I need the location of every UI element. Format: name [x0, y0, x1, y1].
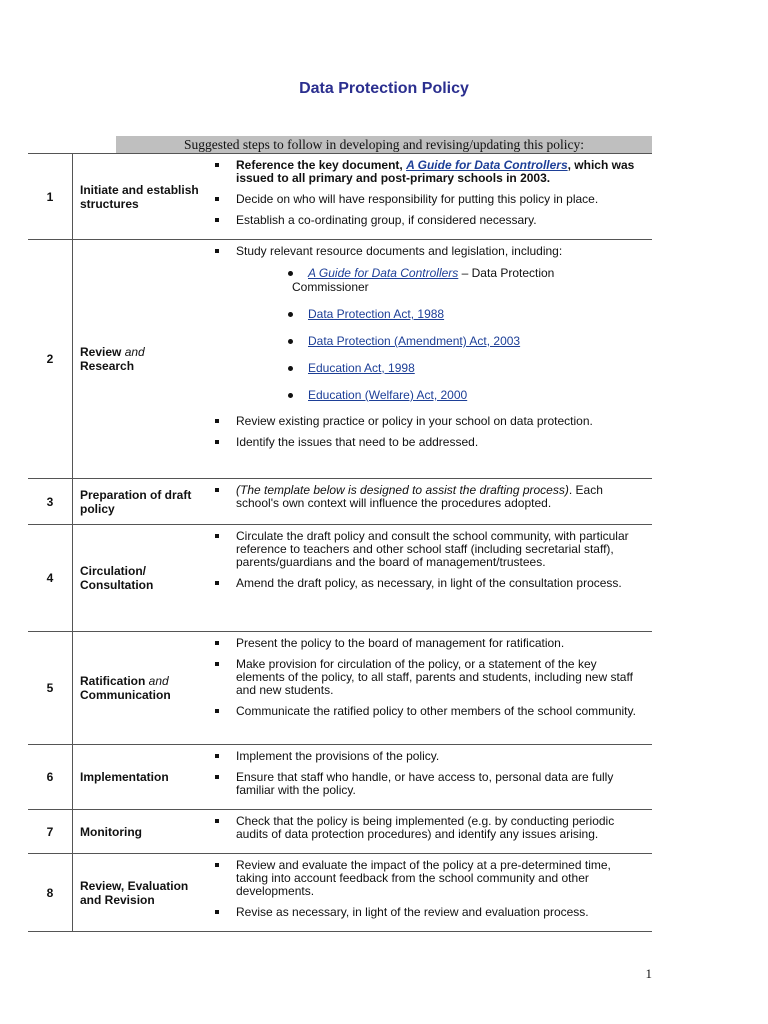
table-row [28, 810, 652, 854]
step-number: 4 [28, 525, 73, 632]
list-item [236, 307, 646, 321]
list-item: Implement the provisions of the policy. [206, 750, 646, 763]
step-details [206, 479, 652, 525]
list-item: Circulate the draft policy and consult the school community, with particular reference to teachers and other school staff (including secretarial staff), parents/guardians and the board of management/trustees. [206, 530, 646, 569]
guide-link[interactable]: A Guide for Data Controllers [406, 158, 568, 172]
act-link[interactable]: Education (Welfare) Act, 2000 [308, 388, 468, 402]
table-row [28, 525, 652, 632]
table-row [28, 154, 652, 240]
step-label: Monitoring [80, 824, 142, 839]
step-label: Circulation/ Consultation [80, 564, 154, 592]
step-label: Review, Evaluation and Revision [80, 878, 189, 907]
list-item: Revise as necessary, in light of the review and evaluation process. [206, 906, 646, 919]
step-number: 8 [28, 854, 73, 932]
act-link[interactable]: Data Protection (Amendment) Act, 2003 [308, 334, 521, 348]
table-row [28, 854, 652, 932]
step-number: 3 [28, 479, 73, 525]
list-item [236, 334, 646, 348]
step-details [206, 810, 652, 854]
step-details [206, 632, 652, 745]
step-details [206, 154, 652, 240]
step-label: Ratification and Communication [80, 674, 171, 702]
step-details [206, 525, 652, 632]
list-item: Communicate the ratified policy to other members of the school community. [206, 705, 646, 718]
step-number: 2 [28, 240, 73, 479]
step-label: Implementation [80, 770, 169, 784]
act-link[interactable]: Education Act, 1998 [308, 361, 415, 375]
list-item [236, 361, 646, 375]
page-number: 1 [645, 966, 652, 981]
guide-link[interactable]: A Guide for Data Controllers [308, 266, 459, 280]
act-link[interactable]: Data Protection Act, 1988 [308, 307, 445, 321]
step-details [206, 745, 652, 810]
list-item: Make provision for circulation of the policy, or a statement of the key elements of the policy, to all staff, parents and students, including new staff and new students. [206, 658, 646, 697]
step-number: 5 [28, 632, 73, 745]
step-label: Initiate and establish structures [80, 182, 199, 211]
table-caption: Suggested steps to follow in developing and revising/updating this policy: [116, 136, 652, 153]
page-title: Data Protection Policy [299, 80, 469, 97]
table-row [28, 479, 652, 525]
list-item: Establish a co-ordinating group, if considered necessary. [206, 214, 646, 227]
step-details [206, 854, 652, 932]
list-item [236, 388, 646, 402]
list-item: Amend the draft policy, as necessary, in light of the consultation process. [206, 577, 646, 590]
step-label: Review and Research [80, 345, 145, 373]
list-item: Review and evaluate the impact of the policy at a pre-determined time, taking into account feedback from the school community and other developments. [206, 859, 646, 898]
table-row [28, 632, 652, 745]
list-item: Ensure that staff who handle, or have access to, personal data are fully familiar with the policy. [206, 771, 646, 797]
list-item: Study relevant resource documents and legislation, including: A Guide for Data Controllers – Data Protection Commissioner Data Protection Act, 1988 Data Protection (Amendment) Act, 2003 Education Act, 1998 Education (Welfare) Act, 2000 [206, 245, 646, 402]
list-item: Present the policy to the board of management for ratification. [206, 637, 646, 650]
step-number: 7 [28, 810, 73, 854]
step-number: 1 [28, 154, 73, 240]
step-number: 6 [28, 745, 73, 810]
step-details [206, 240, 652, 479]
table-row [28, 745, 652, 810]
list-item: Reference the key document, A Guide for Data Controllers, which was issued to all primary and post-primary schools in 2003. [206, 159, 646, 185]
list-item: Identify the issues that need to be addressed. [206, 436, 646, 449]
list-item: A Guide for Data Controllers – Data Protection Commissioner [236, 266, 646, 294]
list-item: Check that the policy is being implemented (e.g. by conducting periodic audits of data protection procedures) and identify any issues arising. [206, 815, 646, 841]
steps-table [28, 153, 652, 932]
table-row [28, 240, 652, 479]
list-item: Review existing practice or policy in your school on data protection. [206, 415, 646, 428]
list-item: (The template below is designed to assist the drafting process). Each school's own context will influence the procedures adopted. [206, 484, 646, 510]
list-item: Decide on who will have responsibility for putting this policy in place. [206, 193, 646, 206]
step-label: Preparation of draft policy [80, 487, 192, 516]
